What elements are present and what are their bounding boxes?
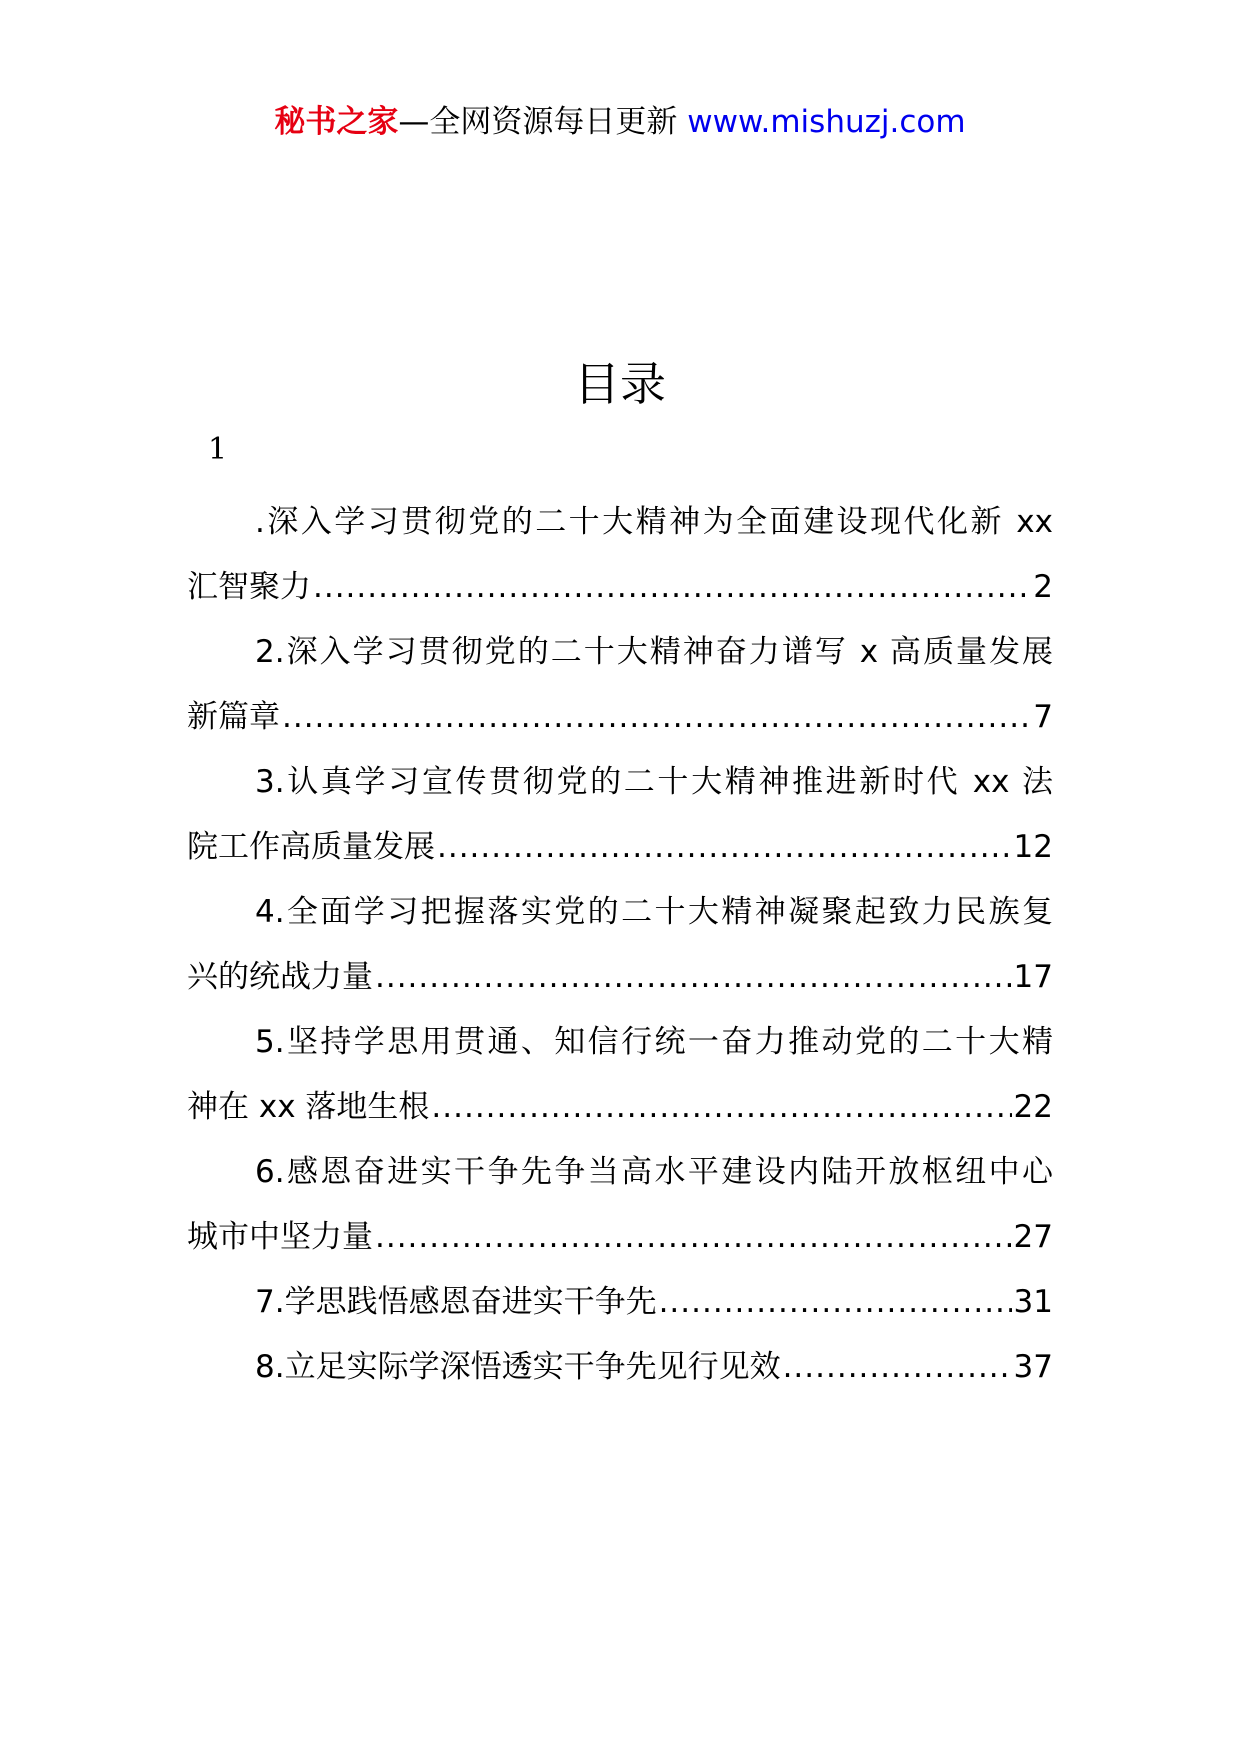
toc-page-number: 17 [1013, 959, 1053, 995]
toc-entry-title-cont: 神在 xx 落地生根 [187, 1089, 430, 1125]
toc-entry-title-cont: 新篇章 [187, 699, 280, 735]
toc-entry-8[interactable] [187, 1335, 1053, 1400]
stray-number: 1 [208, 432, 228, 467]
dot-leader [375, 1205, 1012, 1270]
toc-entry-line [187, 1270, 1053, 1335]
toc-entry-6[interactable] [187, 1140, 1053, 1270]
toc-entry-title: .深入学习贯彻党的二十大精神为全面建设现代化新 xx [255, 504, 1053, 540]
toc-entry-title: 7.学思践悟感恩奋进实干争先 [255, 1284, 657, 1320]
toc-entry-continuation [187, 945, 1053, 1010]
dot-leader [375, 945, 1012, 1010]
toc-entry-line [187, 1335, 1053, 1400]
toc-entry-2[interactable] [187, 620, 1053, 750]
toc-entry-3[interactable] [187, 750, 1053, 880]
toc-entry-title: 5.坚持学思用贯通、知信行统一奋力推动党的二十大精 [255, 1024, 1053, 1060]
toc-page-number: 27 [1013, 1219, 1053, 1255]
toc-entry-title-cont: 院工作高质量发展 [187, 829, 435, 865]
toc-entry-continuation [187, 1075, 1053, 1140]
header-url-link[interactable]: www.mishuzj.com [687, 104, 966, 140]
page-title: 目录 [574, 357, 666, 411]
toc-entry-continuation [187, 555, 1053, 620]
toc-page-number: 31 [1013, 1284, 1053, 1320]
table-of-contents [187, 490, 1053, 1400]
toc-page-number: 2 [1033, 569, 1053, 605]
toc-entry-title-cont: 城市中坚力量 [187, 1219, 373, 1255]
toc-entry-title: 4.全面学习把握落实党的二十大精神凝聚起致力民族复 [255, 894, 1053, 930]
toc-entry-title: 6.感恩奋进实干争先争当高水平建设内陆开放枢纽中心 [255, 1154, 1053, 1190]
dot-leader [659, 1270, 1012, 1335]
toc-page-number: 7 [1033, 699, 1053, 735]
header-brand: 秘书之家 [274, 104, 399, 140]
dot-leader [437, 815, 1012, 880]
page-header [0, 102, 1240, 142]
toc-entry-1[interactable] [187, 490, 1053, 620]
toc-entry-title: 2.深入学习贯彻党的二十大精神奋力谱写 x 高质量发展 [255, 634, 1053, 670]
toc-entry-5[interactable] [187, 1010, 1053, 1140]
toc-page-number: 22 [1013, 1089, 1053, 1125]
toc-entry-continuation [187, 815, 1053, 880]
toc-entry-title: 8.立足实际学深悟透实干争先见行见效 [255, 1349, 781, 1385]
toc-page-number: 37 [1013, 1349, 1053, 1385]
dot-leader [783, 1335, 1012, 1400]
dot-leader [313, 555, 1031, 620]
toc-entry-title-cont: 兴的统战力量 [187, 959, 373, 995]
header-tagline: —全网资源每日更新 [398, 104, 688, 140]
toc-entry-continuation [187, 685, 1053, 750]
dot-leader [282, 685, 1031, 750]
toc-entry-4[interactable] [187, 880, 1053, 1010]
toc-entry-7[interactable] [187, 1270, 1053, 1335]
toc-entry-continuation [187, 1205, 1053, 1270]
toc-entry-title-cont: 汇智聚力 [187, 569, 311, 605]
toc-entry-title: 3.认真学习宣传贯彻党的二十大精神推进新时代 xx 法 [255, 764, 1053, 800]
dot-leader [431, 1075, 1011, 1140]
toc-page-number: 12 [1013, 829, 1053, 865]
